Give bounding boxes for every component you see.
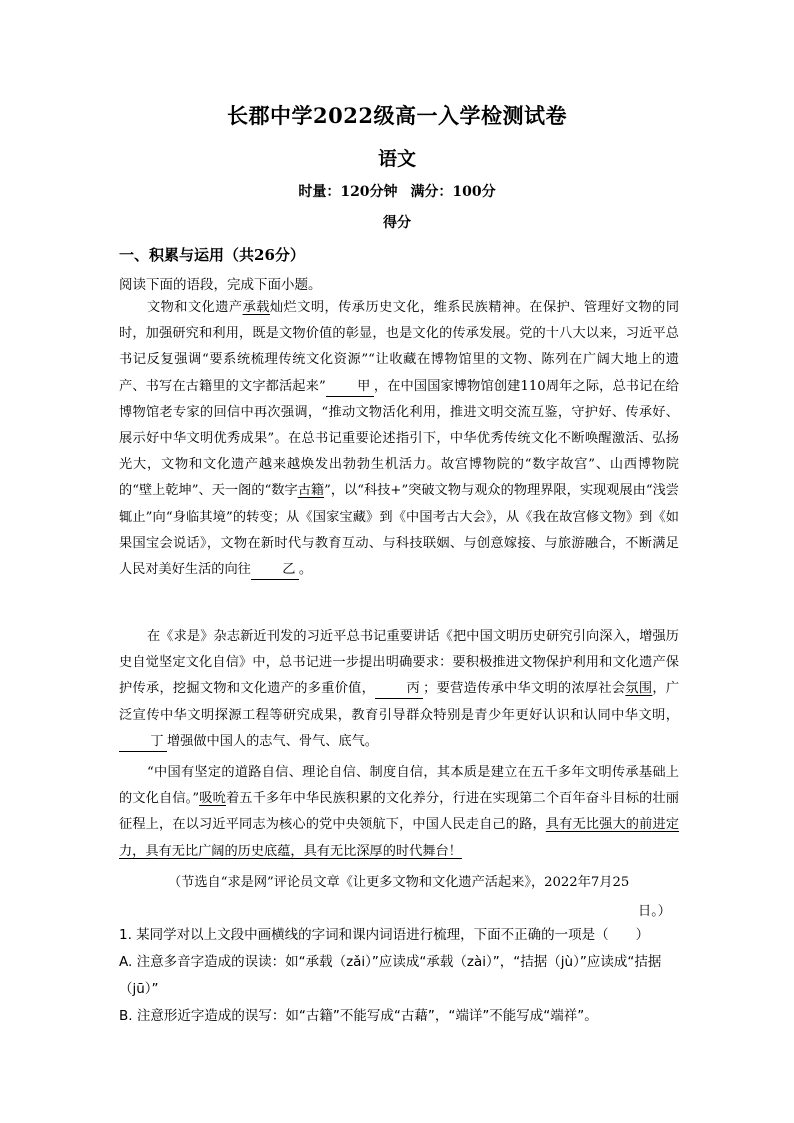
instruction: 阅读下面的语段，完成下面小题。 — [119, 277, 322, 293]
question-1-option-b: B. 注意形近字造成的误写：如“古籍”不能写成“古藉”，“端详”不能写成“端祥”。 — [119, 1008, 598, 1024]
section-heading: 一、积累与运用（共26分） — [119, 246, 305, 264]
blank-a: 甲 — [326, 378, 374, 397]
underlined-word: 古籍 — [297, 483, 325, 499]
exam-meta — [0, 181, 794, 201]
passage-paragraph-3: “中国有坚定的道路自信、理论自信、制度自信，其本质是建立在五千多年文明传承基础上的文化自信。”吸吮着五千多年中华民族积累的文化养分，行进在实现第二个百年奋斗目标的壮丽征程上，在以习近平同志为核心的党中央领航下，中国人民走自己的路，具有无比强大的前进定力，具有无比广阔的历史底蕴，具有无比深厚的时代舞台！ — [119, 765, 680, 859]
blank-b: 乙 — [251, 561, 299, 580]
exam-title: 长郡中学2022级高一入学检测试卷 — [227, 103, 567, 128]
underlined-word: 承载 — [242, 300, 270, 315]
source-citation: （节选自“求是网”评论员文章《让更多文物和文化遗产活起来》，2022年7月25 日。） — [168, 875, 671, 919]
question-1-option-a: A. 注意多音字造成的误读：如“承载（zǎi）”应读成“承载（zài）”，“拮据（jù）”应读成“拮据（jū）” — [119, 954, 662, 997]
full-score: 满分：100分 — [410, 184, 496, 200]
passage-paragraph-1: 文物和文化遗产承载灿烂文明，传承历史文化，维系民族精神。在保护、管理好文物的同时，加强研究和利用，既是文物价值的彰显，也是文化的传承发展。党的十八大以来，习近平总书记反复强调“要系统梳理传统文化资源”“让收藏在博物馆里的文物、陈列在广阔大地上的遗产、书写在古籍里的文字都活起来” 甲 ，在中国国家博物馆创建110周年之际，总书记在给博物馆老专家的回信中再次强调，“推动文物活化利用，推进文明交流互鉴，守护好、传承好、展示好中华文明优秀成果”。在总书记重要论述指引下，中华优秀传统文化不断唤醒激活、弘扬光大，文物和文化遗产越来越焕发出勃勃生机活力。故宫博物院的“数字故宫”、山西博物院的“壁上乾坤”、天一阁的“数字古籍”，以“科技+”突破文物与观众的物理界限，实现观展由“浅尝辄止”向“身临其境”的转变；从《国家宝藏》到《中国考古大会》，从《我在故宫修文物》到《如果国宝会说话》，文物在新时代与教育互动、与科技联姻、与创意嫁接、与旅游融合，不断满足人民对美好生活的向往 乙 。 — [119, 295, 679, 583]
question-1-stem: 1. 某同学对以上文段中画横线的字词和课内词语进行梳理，下面不正确的一项是（ ） — [119, 927, 650, 943]
score-label: 得分 — [383, 215, 411, 231]
passage-paragraph-2: 在《求是》杂志新近刊发的习近平总书记重要讲话《把中国文明历史研究引向深入，增强历史自觉坚定文化自信》中，总书记进一步提出明确要求：要积极推进文物保护利用和文化遗产保护传承，挖掘文物和文化遗产的多重价值， 丙 ；要营造传承中华文明的浓厚社会氛围，广泛宣传中华文明探源工程等研究成果，教育引导群众特别是青少年更好认识和认同中华文明，丁 增强做中国人的志气、骨气、底气。 — [119, 624, 679, 755]
blank-c: 丙 — [375, 680, 423, 699]
underlined-word: 氛围 — [625, 681, 653, 697]
underlined-word: 吸吮 — [199, 791, 226, 807]
time-limit: 时量：120分钟 — [298, 184, 398, 200]
underlined-sentence: 具有无比强大的前进定力，具有无比广阔的历史底蕴，具有无比深厚的时代舞台！ — [119, 817, 680, 859]
blank-d: 丁 — [119, 733, 167, 752]
subject-title: 语文 — [377, 148, 416, 170]
